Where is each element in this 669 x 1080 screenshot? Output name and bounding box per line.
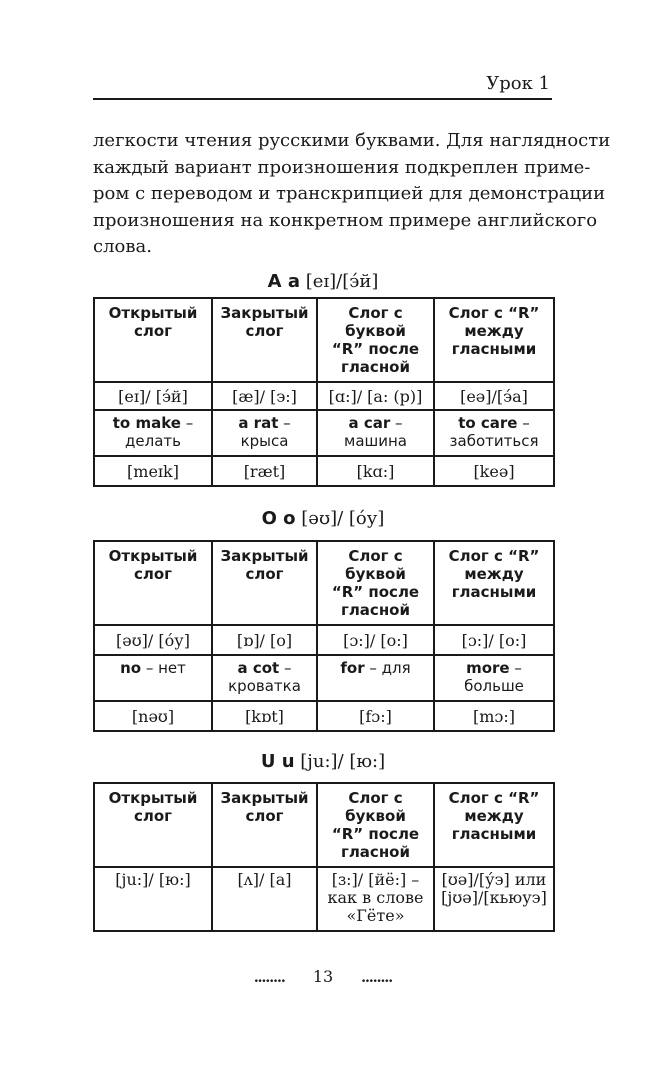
transcription-cell: [meɪk]	[94, 456, 212, 486]
sound-cell: [ju:]/ [ю:]	[94, 867, 212, 931]
example-cell: to care – заботиться	[434, 410, 554, 456]
sound-cell: [ɒ]/ [о]	[212, 625, 317, 655]
example-row	[94, 655, 554, 701]
sound-row	[94, 625, 554, 655]
transcription-row	[94, 456, 554, 486]
paragraph-line: слова.	[93, 236, 152, 257]
transcription-row	[94, 701, 554, 731]
header-row	[94, 541, 554, 625]
caption-sound: [ju:]/ [ю:]	[294, 751, 386, 772]
lesson-title: Урок 1	[486, 73, 550, 94]
header-cell-closed: Закрытый слог	[212, 541, 317, 625]
header-row	[94, 298, 554, 382]
table-a	[93, 297, 555, 487]
sound-cell: [ɑ:]/ [а: (р)]	[317, 382, 434, 410]
header-cell-r-after: Слог с буквой “R” после гласной	[317, 541, 434, 625]
intro-paragraph	[93, 128, 611, 261]
caption-letter: U u	[260, 751, 295, 772]
sound-row	[94, 382, 554, 410]
sound-row	[94, 867, 554, 931]
transcription-cell: [ræt]	[212, 456, 317, 486]
header-cell-open: Открытый слог	[94, 541, 212, 625]
header-cell-r-between: Слог с “R” между гласными	[434, 541, 554, 625]
example-cell: more – больше	[434, 655, 554, 701]
header-cell-open: Открытый слог	[94, 298, 212, 382]
header-cell-r-after: Слог с буквой “R” после гласной	[317, 298, 434, 382]
header-row	[94, 783, 554, 867]
header-cell-closed: Закрытый слог	[212, 298, 317, 382]
header-cell-r-between: Слог с “R” между гласными	[434, 298, 554, 382]
table-u-caption	[93, 750, 553, 774]
table-o-caption	[93, 507, 553, 531]
example-cell: a cot – кроватка	[212, 655, 317, 701]
transcription-cell: [kɒt]	[212, 701, 317, 731]
example-cell: a car – машина	[317, 410, 434, 456]
transcription-cell: [kɑ:]	[317, 456, 434, 486]
paragraph-line: произношения на конкретном примере английского	[93, 209, 598, 231]
example-cell: for – для	[317, 655, 434, 701]
example-cell: a rat – крыса	[212, 410, 317, 456]
table-u	[93, 782, 555, 932]
paragraph-line: каждый вариант произношения подкреплен приме-	[93, 156, 591, 178]
transcription-cell: [nəʊ]	[94, 701, 212, 731]
table-a-caption	[93, 270, 553, 294]
transcription-cell: [keə]	[434, 456, 554, 486]
paragraph-line: легкости чтения русскими буквами. Для наглядности	[93, 130, 611, 151]
sound-cell: [æ]/ [э:]	[212, 382, 317, 410]
header-cell-open: Открытый слог	[94, 783, 212, 867]
page-number: 13	[312, 967, 334, 986]
header-cell-r-after: Слог с буквой “R” после гласной	[317, 783, 434, 867]
footer-dots-right: ........	[361, 970, 393, 986]
example-cell: no – нет	[94, 655, 212, 701]
table-o	[93, 540, 555, 732]
page-header	[93, 72, 552, 100]
page-footer	[93, 966, 553, 989]
sound-cell: [eə]/[э́а]	[434, 382, 554, 410]
transcription-cell: [mɔ:]	[434, 701, 554, 731]
sound-cell: [əʊ]/ [óу]	[94, 625, 212, 655]
footer-dots-left: ........	[253, 970, 285, 986]
caption-letter: A a	[267, 271, 300, 292]
caption-sound: [eɪ]/[э́й]	[299, 271, 379, 292]
caption-letter: O o	[261, 508, 296, 529]
example-row	[94, 410, 554, 456]
header-cell-r-between: Слог с “R” между гласными	[434, 783, 554, 867]
caption-sound: [əʊ]/ [óу]	[295, 508, 385, 529]
sound-cell: [ɜ:]/ [йё:] – как в слове «Гёте»	[317, 867, 434, 931]
sound-cell: [ʊə]/[у́э] или [jʊə]/[кьюуэ]	[434, 867, 554, 931]
sound-cell: [ɔ:]/ [о:]	[317, 625, 434, 655]
sound-cell: [eɪ]/ [э́й]	[94, 382, 212, 410]
example-cell: to make – делать	[94, 410, 212, 456]
transcription-cell: [fɔ:]	[317, 701, 434, 731]
header-cell-closed: Закрытый слог	[212, 783, 317, 867]
paragraph-line: ром с переводом и транскрипцией для демонстрации	[93, 183, 606, 204]
sound-cell: [ʌ]/ [а]	[212, 867, 317, 931]
sound-cell: [ɔ:]/ [о:]	[434, 625, 554, 655]
